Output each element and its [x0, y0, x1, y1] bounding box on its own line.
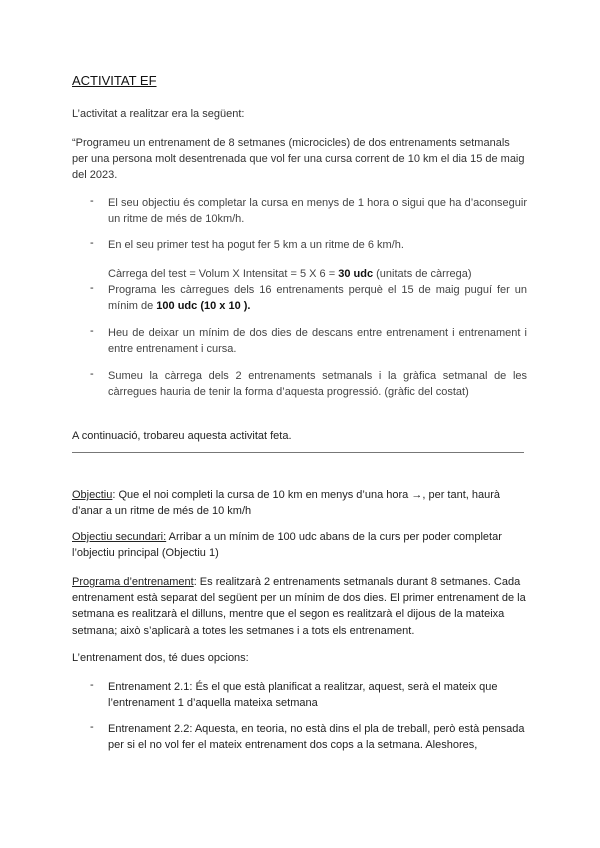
test-load-line	[108, 266, 527, 282]
bullet-program-loads	[108, 282, 527, 314]
bullet-dash: -	[90, 368, 94, 380]
bullet-objective: El seu objectiu és completar la cursa en menys de 1 hora o sigui que ha d’aconseguir un ritme de més de 10km/h.	[108, 197, 527, 226]
test-load-value: 30 udc	[338, 268, 374, 280]
continuation-text: A continuació, trobareu aquesta activitat feta.	[72, 430, 292, 442]
bullet-weekly-graph: Sumeu la càrrega dels 2 entrenaments setmanals i la gràfica setmanal de les càrregues hauria de tenir la forma d’aquesta progressió. (gràfic del costat)	[108, 370, 527, 399]
bullet-rest-days: Heu de deixar un mínim de dos dies de descans entre entrenament i entrenament i entre entrenament i cursa.	[108, 327, 527, 356]
program-loads-text: Programa les càrregues dels 16 entrenaments perquè el 15 de maig puguí fer un mínim de	[108, 284, 527, 313]
document-title: ACTIVITAT EF	[72, 73, 157, 88]
test-load-units: (unitats de càrrega)	[373, 268, 472, 280]
option-2-1: Entrenament 2.1: És el que està planificat a realitzar, aquest, serà el mateix que l’entrenament 1 d’aquella mateixa setmana	[108, 681, 498, 710]
bullet-dash: -	[90, 195, 94, 207]
program-loads-target: 100 udc (10 x 10 ).	[156, 300, 251, 313]
objective-text: : Que el noi completi la cursa de 10 km en menys d’una hora →, per tant, haurà d’anar a un ritme de més de 10 km/h	[72, 489, 501, 518]
objective-label: Objectiu	[72, 489, 113, 501]
secondary-objective-text: Arribar a un mínim de 100 udc abans de la curs per poder completar l’objectiu principal (Objectiu 1)	[72, 531, 502, 560]
bullet-first-test: En el seu primer test ha pogut fer 5 km a un ritme de 6 km/h.	[108, 239, 404, 251]
bullet-dash: -	[90, 237, 94, 249]
bullet-dash: -	[90, 325, 94, 337]
training-program-paragraph	[72, 574, 528, 639]
bullet-dash: -	[90, 679, 94, 691]
options-intro: L’entrenament dos, té dues opcions:	[72, 652, 249, 664]
horizontal-divider	[72, 452, 524, 453]
bullet-dash: -	[90, 282, 94, 294]
training-program-label: Programa d’entrenament	[72, 576, 194, 588]
activity-quote: “Programeu un entrenament de 8 setmanes (microcicles) de dos entrenaments setmanals per una persona molt desentrenada que vol fer una cursa corrent de 10 km el dia 15 de maig del 2023.	[72, 137, 525, 182]
bullet-dash: -	[90, 721, 94, 733]
test-load-text: Càrrega del test = Volum X Intensitat = 5 X 6 =	[108, 268, 339, 280]
intro-text: L’activitat a realitzar era la següent:	[72, 108, 245, 120]
secondary-objective-paragraph	[72, 529, 528, 561]
secondary-objective-label: Objectiu secundari:	[72, 531, 167, 543]
training-program-text: : Es realitzarà 2 entrenaments setmanals durant 8 setmanes. Cada entrenament està separat del següent per un mínim de dos dies. El primer entrenament de la setmana es realitzarà el dilluns, mentre que el segon es realitzarà el dijous de la mateixa setmana; això s’aplicarà a totes les setmanes i a tots els entrenament.	[72, 576, 526, 637]
option-2-2: Entrenament 2.2: Aquesta, en teoria, no està dins el pla de treball, però està pensada per si el no vol fer el mateix entrenament dos cops a la setmana. Aleshores,	[108, 723, 525, 752]
objective-paragraph	[72, 487, 528, 519]
